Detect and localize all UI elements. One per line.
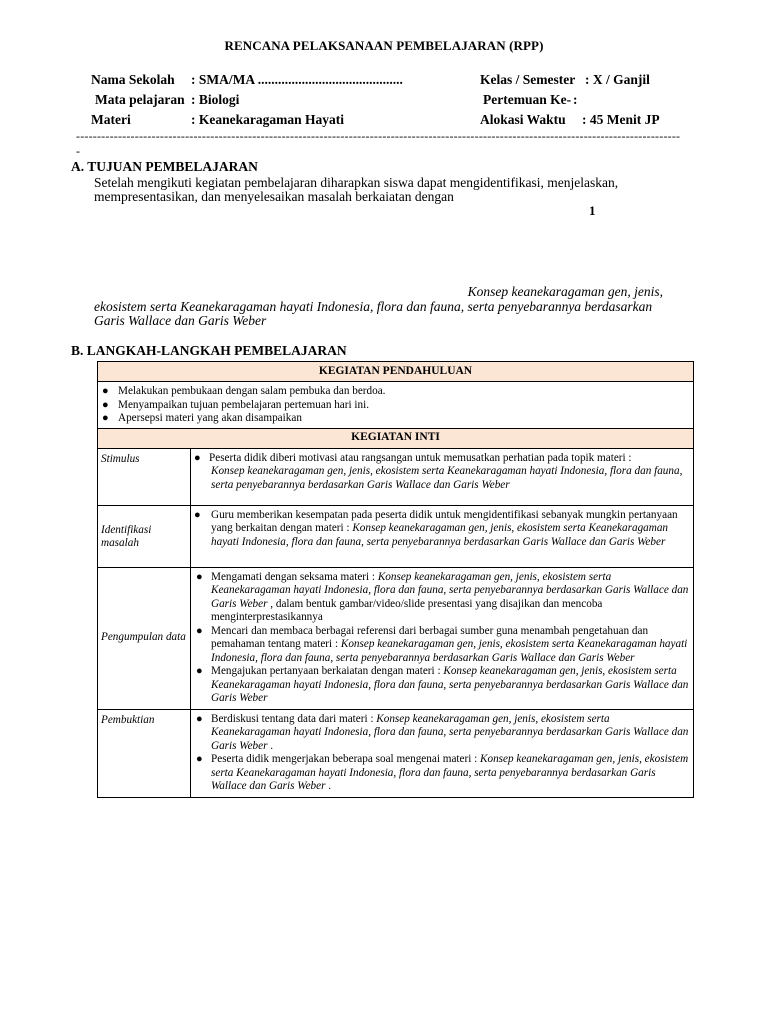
class-label: Kelas / Semester <box>480 72 576 87</box>
item-text: Mengajukan pertanyaan berkaiatan dengan materi : <box>211 665 441 677</box>
pengumpulan-list <box>193 571 689 706</box>
stimulus-topic: Konsep keanekaragaman gen, jenis, ekosistem serta Keanekaragaman hayati Indonesia, flora dan fauna, serta penyebarannya berdasarkan Garis Wallace dan Garis Weber <box>211 465 683 491</box>
pembuktian-label: Pembuktian <box>98 709 191 797</box>
material-value: : Keanekaragaman Hayati <box>191 112 344 127</box>
list-item <box>193 509 689 550</box>
item-tail: , dalam bentuk gambar/video/slide presentasi yang disajikan dan mencoba menginterprestasikannya <box>211 597 603 623</box>
pembuktian-list <box>193 713 689 794</box>
stimulus-list <box>193 452 689 493</box>
bullet-icon: ● <box>102 385 109 397</box>
pendahuluan-list <box>98 385 689 426</box>
bullet-icon: ● <box>102 398 109 411</box>
section-a-heading: A. TUJUAN PEMBELAJARAN <box>71 159 258 174</box>
list-item <box>193 452 689 493</box>
meeting-label: Pertemuan Ke- <box>483 92 572 107</box>
subject-value: : Biologi <box>191 92 240 107</box>
list-item <box>193 753 689 794</box>
list-item <box>193 625 689 666</box>
item-text: Peserta didik mengerjakan beberapa soal mengenai materi : <box>211 753 478 765</box>
bullet-icon: ● <box>102 412 109 424</box>
identifikasi-list <box>193 509 689 550</box>
topic-line-1: Konsep keanekaragaman gen, jenis, <box>467 284 663 299</box>
topic-line-2: ekosistem serta Keanekaragaman hayati Indonesia, flora dan fauna, serta penyebarannya berdasarkan <box>94 298 653 314</box>
item-topic: Konsep keanekaragaman gen, jenis, ekosistem serta Keanekaragaman hayati Indonesia, flora dan fauna, serta penyebarannya berdasarkan Garis Wallace dan Garis Weber <box>211 638 688 664</box>
time-value: : 45 Menit JP <box>582 112 660 127</box>
stimulus-content <box>191 448 694 505</box>
divider-tail: - <box>76 144 80 158</box>
list-item <box>193 571 689 625</box>
objective-line-2: mempresentasikan, dan menyelesaikan masalah berkaiatan dengan <box>94 189 454 204</box>
bullet-icon: ● <box>194 508 201 521</box>
topic-line-3: Garis Wallace dan Garis Weber <box>94 313 267 328</box>
bullet-icon: ● <box>196 753 203 765</box>
bullet-icon: ● <box>194 451 201 464</box>
item-topic: Konsep keanekaragaman gen, jenis, ekosistem serta Keanekaragaman hayati Indonesia, flora dan fauna, serta penyebarannya berdasarkan Garis Wallace dan Garis Weber <box>211 712 689 752</box>
pembuktian-content <box>191 709 694 797</box>
divider-line: ------------------------------------------------------------------------------------------------------------------------------------------------ <box>76 129 681 143</box>
pengumpulan-label: Pengumpulan data <box>98 567 191 709</box>
meeting-value: : <box>573 92 578 107</box>
bullet-icon: ● <box>196 665 203 677</box>
page-number: 1 <box>589 203 596 218</box>
pendahuluan-cell <box>98 382 694 429</box>
bullet-icon: ● <box>196 570 203 583</box>
identifikasi-label: Identifikasi masalah <box>98 505 191 567</box>
item-tail: . <box>328 780 332 792</box>
list-item <box>98 412 689 426</box>
bullet-icon: ● <box>196 624 203 637</box>
subject-label: Mata pelajaran <box>95 92 185 107</box>
item-topic: Konsep keanekaragaman gen, jenis, ekosistem serta Keanekaragaman hayati Indonesia, flora dan fauna, serta penyebarannya berdasarkan Garis Wallace dan Garis Weber <box>211 753 689 792</box>
list-item <box>98 399 689 413</box>
pengumpulan-content <box>191 567 694 709</box>
item-topic: Konsep keanekaragaman gen, jenis, ekosistem serta Keanekaragaman hayati Indonesia, flora dan fauna, serta penyebarannya berdasarkan Garis Wallace dan Garis Weber <box>211 570 689 610</box>
inti-header: KEGIATAN INTI <box>98 428 694 448</box>
bullet-icon: ● <box>196 712 203 725</box>
section-b-heading: B. LANGKAH-LANGKAH PEMBELAJARAN <box>71 343 347 358</box>
item-text: Mengamati dengan seksama materi : <box>211 570 376 583</box>
pendahuluan-header: KEGIATAN PENDAHULUAN <box>98 362 694 382</box>
identifikasi-topic: Konsep keanekaragaman gen, jenis, ekosistem serta Keanekaragaman hayati Indonesia, flora dan fauna, serta penyebarannya berdasarkan Garis Wallace dan Garis Weber <box>211 522 669 548</box>
time-label: Alokasi Waktu <box>480 112 566 127</box>
list-item <box>193 713 689 754</box>
material-label: Materi <box>91 112 131 127</box>
list-item-text: Apersepsi materi yang akan disampaikan <box>118 412 302 424</box>
document-title: RENCANA PELAKSANAAN PEMBELAJARAN (RPP) <box>224 38 544 53</box>
item-topic: Konsep keanekaragaman gen, jenis, ekosistem serta Keanekaragaman hayati Indonesia, flora dan fauna, serta penyebarannya berdasarkan Garis Wallace dan Garis Weber <box>211 665 689 704</box>
steps-table <box>97 361 694 798</box>
list-item <box>193 665 689 706</box>
list-item-text: Melakukan pembukaan dengan salam pembuka dan berdoa. <box>118 385 386 397</box>
identifikasi-text: Guru memberikan kesempatan pada peserta didik untuk mengidentifikasi sebanyak mungkin pertanyaan yang berkaitan dengan materi : <box>211 508 678 534</box>
item-tail: . <box>270 739 274 752</box>
objective-line-1: Setelah mengikuti kegiatan pembelajaran diharapkan siswa dapat mengidentifikasi, menjelaskan, <box>94 175 619 190</box>
stimulus-text: Peserta didik diberi motivasi atau rangsangan untuk memusatkan perhatian pada topik materi : <box>209 451 632 464</box>
item-text: Mencari dan membaca berbagai referensi dari berbagai sumber guna menambah pengetahuan dan pemahaman tentang materi : <box>211 624 649 650</box>
school-label: Nama Sekolah <box>91 72 175 87</box>
item-text: Berdiskusi tentang data dari materi : <box>211 712 374 725</box>
school-value: : SMA/MA ........................................... <box>191 72 403 87</box>
objective-topic <box>94 285 668 329</box>
stimulus-label: Stimulus <box>98 448 191 505</box>
list-item-text: Menyampaikan tujuan pembelajaran pertemuan hari ini. <box>118 398 370 411</box>
list-item <box>98 385 689 399</box>
identifikasi-content <box>191 505 694 567</box>
class-value: : X / Ganjil <box>585 72 650 87</box>
